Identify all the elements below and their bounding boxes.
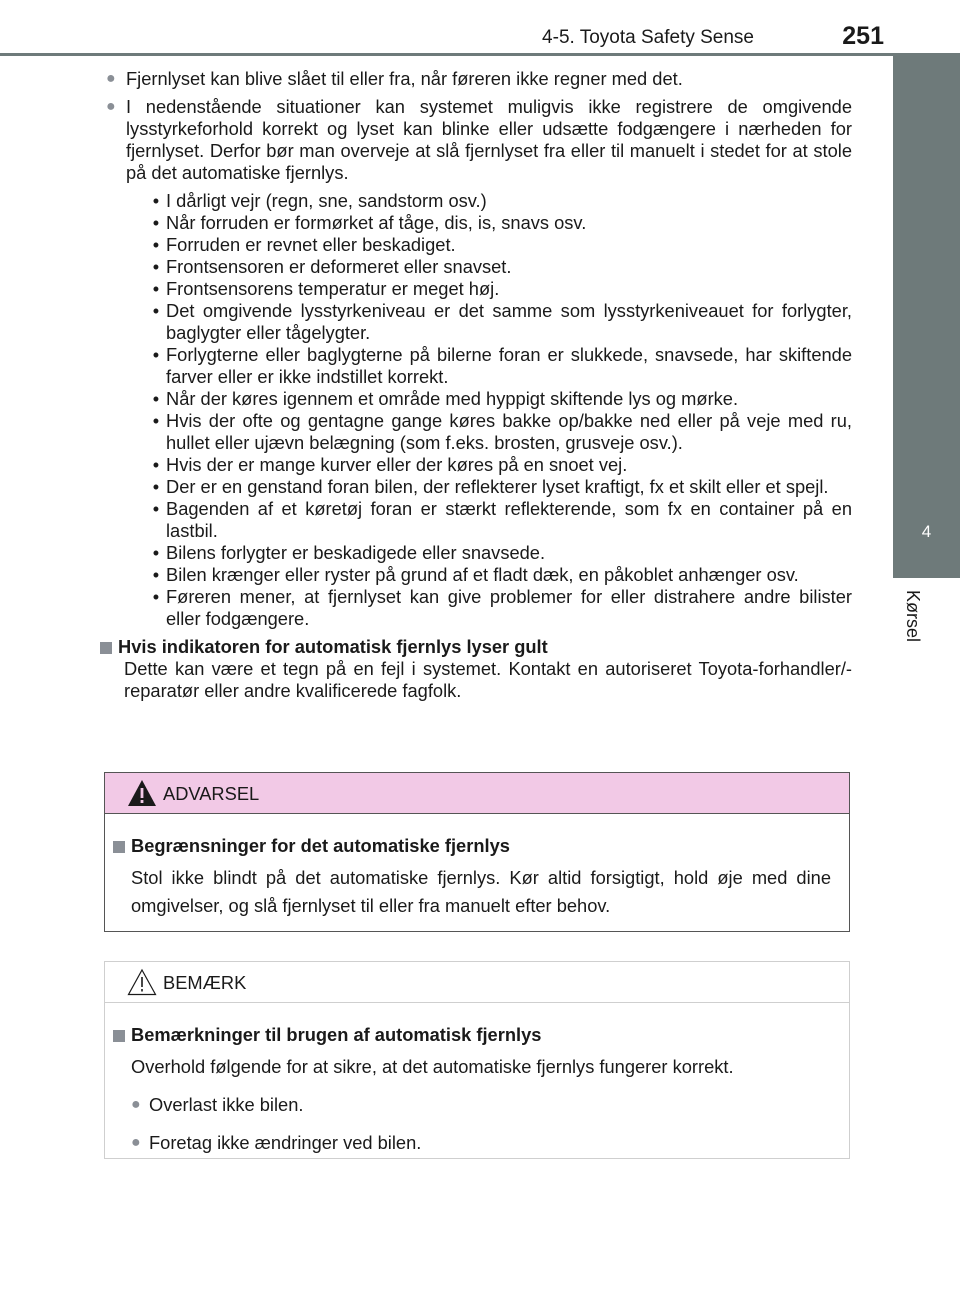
chapter-tab[interactable] bbox=[893, 490, 960, 578]
list-item: • Forlygterne eller baglygterne på bilerne foran er slukkede, snavsede, har skiftende farver eller er ikke indstillet korrekt. bbox=[152, 344, 852, 387]
list-item: • Der er en genstand foran bilen, der reflekterer lyset kraftigt, fx et skilt eller et spejl. bbox=[152, 476, 829, 497]
list-item: • Hvis der ofte og gentagne gange køres bakke op/bakke ned eller på veje med ru, hullet eller ujævn belægning (som f.eks. brosten, grusveje osv.). bbox=[152, 410, 852, 453]
warning-header bbox=[105, 773, 849, 814]
list-item: • Forruden er revnet eller beskadiget. bbox=[152, 234, 456, 255]
bullet-text: Fjernlyset kan blive slået til eller fra, når føreren ikke regner med det. bbox=[126, 68, 683, 89]
bullet-item bbox=[106, 96, 852, 630]
section-title: 4-5. Toyota Safety Sense bbox=[542, 27, 754, 48]
header-rule bbox=[0, 53, 960, 56]
list-item: • Det omgivende lysstyrkeniveau er det samme som lysstyrkeniveauet for forlygter, baglygter eller tågelygter. bbox=[152, 300, 852, 343]
note-bullet: ● Overlast ikke bilen. bbox=[131, 1091, 831, 1119]
list-item: • Bilen krænger eller ryster på grund af et fladt dæk, en påkoblet anhænger osv. bbox=[152, 564, 799, 585]
section-heading bbox=[100, 636, 852, 658]
list-item: • Frontsensorens temperatur er meget høj. bbox=[152, 278, 500, 299]
note-bullet: ● Foretag ikke ændringer ved bilen. bbox=[131, 1129, 831, 1157]
note-text: Overhold følgende for at sikre, at det automatiske fjernlys fungerer korrekt. bbox=[131, 1056, 734, 1077]
page-header bbox=[0, 0, 960, 56]
chapter-number: 4 bbox=[921, 522, 932, 541]
list-item: • Føreren mener, at fjernlyset kan give problemer for eller distrahere andre bilister eller fodgængere. bbox=[152, 586, 852, 629]
note-heading: Bemærkninger til brugen af automatisk fjernlys bbox=[113, 1021, 831, 1049]
caution-triangle-icon bbox=[127, 968, 157, 996]
chapter-label-box bbox=[900, 590, 926, 660]
square-bullet-icon bbox=[100, 642, 112, 654]
note-header bbox=[105, 962, 849, 1003]
bullet-text: I nedenstående situationer kan systemet muligvis ikke registrere de omgivende lysstyrkeforhold korrekt og lyset kan blinke eller udsætte fodgængere i nærheden for fjernlyset. Derfor bør man overveje at slå fjernlyset fra eller til manuelt i stedet for at stole på det automatiske fjernlys. bbox=[126, 96, 852, 183]
bullet-dot-icon: ● bbox=[106, 98, 116, 115]
bullet-item bbox=[106, 68, 852, 90]
page-number: 251 bbox=[842, 22, 884, 50]
main-content bbox=[106, 68, 852, 702]
warning-text: Stol ikke blindt på det automatiske fjernlys. Kør altid forsigtigt, hold øje med dine omgivelser, og slå fjernlyset til eller fra manuelt efter behov. bbox=[131, 867, 831, 916]
list-item: • Hvis der er mange kurver eller der køres på en snoet vej. bbox=[152, 454, 628, 475]
bullet-dot-icon: ● bbox=[131, 1134, 141, 1151]
heading-text: Hvis indikatoren for automatisk fjernlys lyser gult bbox=[118, 636, 548, 657]
note-box bbox=[104, 961, 850, 1159]
warning-triangle-icon bbox=[127, 779, 157, 807]
situation-list bbox=[146, 190, 852, 630]
list-item: • Når der køres igennem et område med hyppigt skiftende lys og mørke. bbox=[152, 388, 739, 409]
list-item: • I dårligt vejr (regn, sne, sandstorm osv.) bbox=[152, 190, 487, 211]
list-item: • Når forruden er formørket af tåge, dis, is, snavs osv. bbox=[152, 212, 587, 233]
warning-box bbox=[104, 772, 850, 932]
warning-heading: Begrænsninger for det automatiske fjernlys bbox=[113, 832, 831, 860]
bullet-dot-icon: ● bbox=[131, 1096, 141, 1113]
indicator-paragraph: Dette kan være et tegn på en fejl i systemet. Kontakt en autoriseret Toyota-forhandler/-reparatør eller andre kvalificerede fagfolk. bbox=[124, 658, 852, 701]
side-tab-strip bbox=[893, 56, 960, 490]
square-bullet-icon bbox=[113, 841, 125, 853]
square-bullet-icon bbox=[113, 1030, 125, 1042]
chapter-label: Kørsel bbox=[903, 590, 923, 643]
warning-label: ADVARSEL bbox=[163, 783, 260, 804]
list-item: • Bagenden af et køretøj foran er stærkt reflekterende, som fx en container på en lastbil. bbox=[152, 498, 852, 541]
list-item: • Frontsensoren er deformeret eller snavset. bbox=[152, 256, 512, 277]
bullet-dot-icon: ● bbox=[106, 70, 116, 87]
list-item: • Bilens forlygter er beskadigede eller snavsede. bbox=[152, 542, 546, 563]
note-label: BEMÆRK bbox=[163, 972, 247, 993]
